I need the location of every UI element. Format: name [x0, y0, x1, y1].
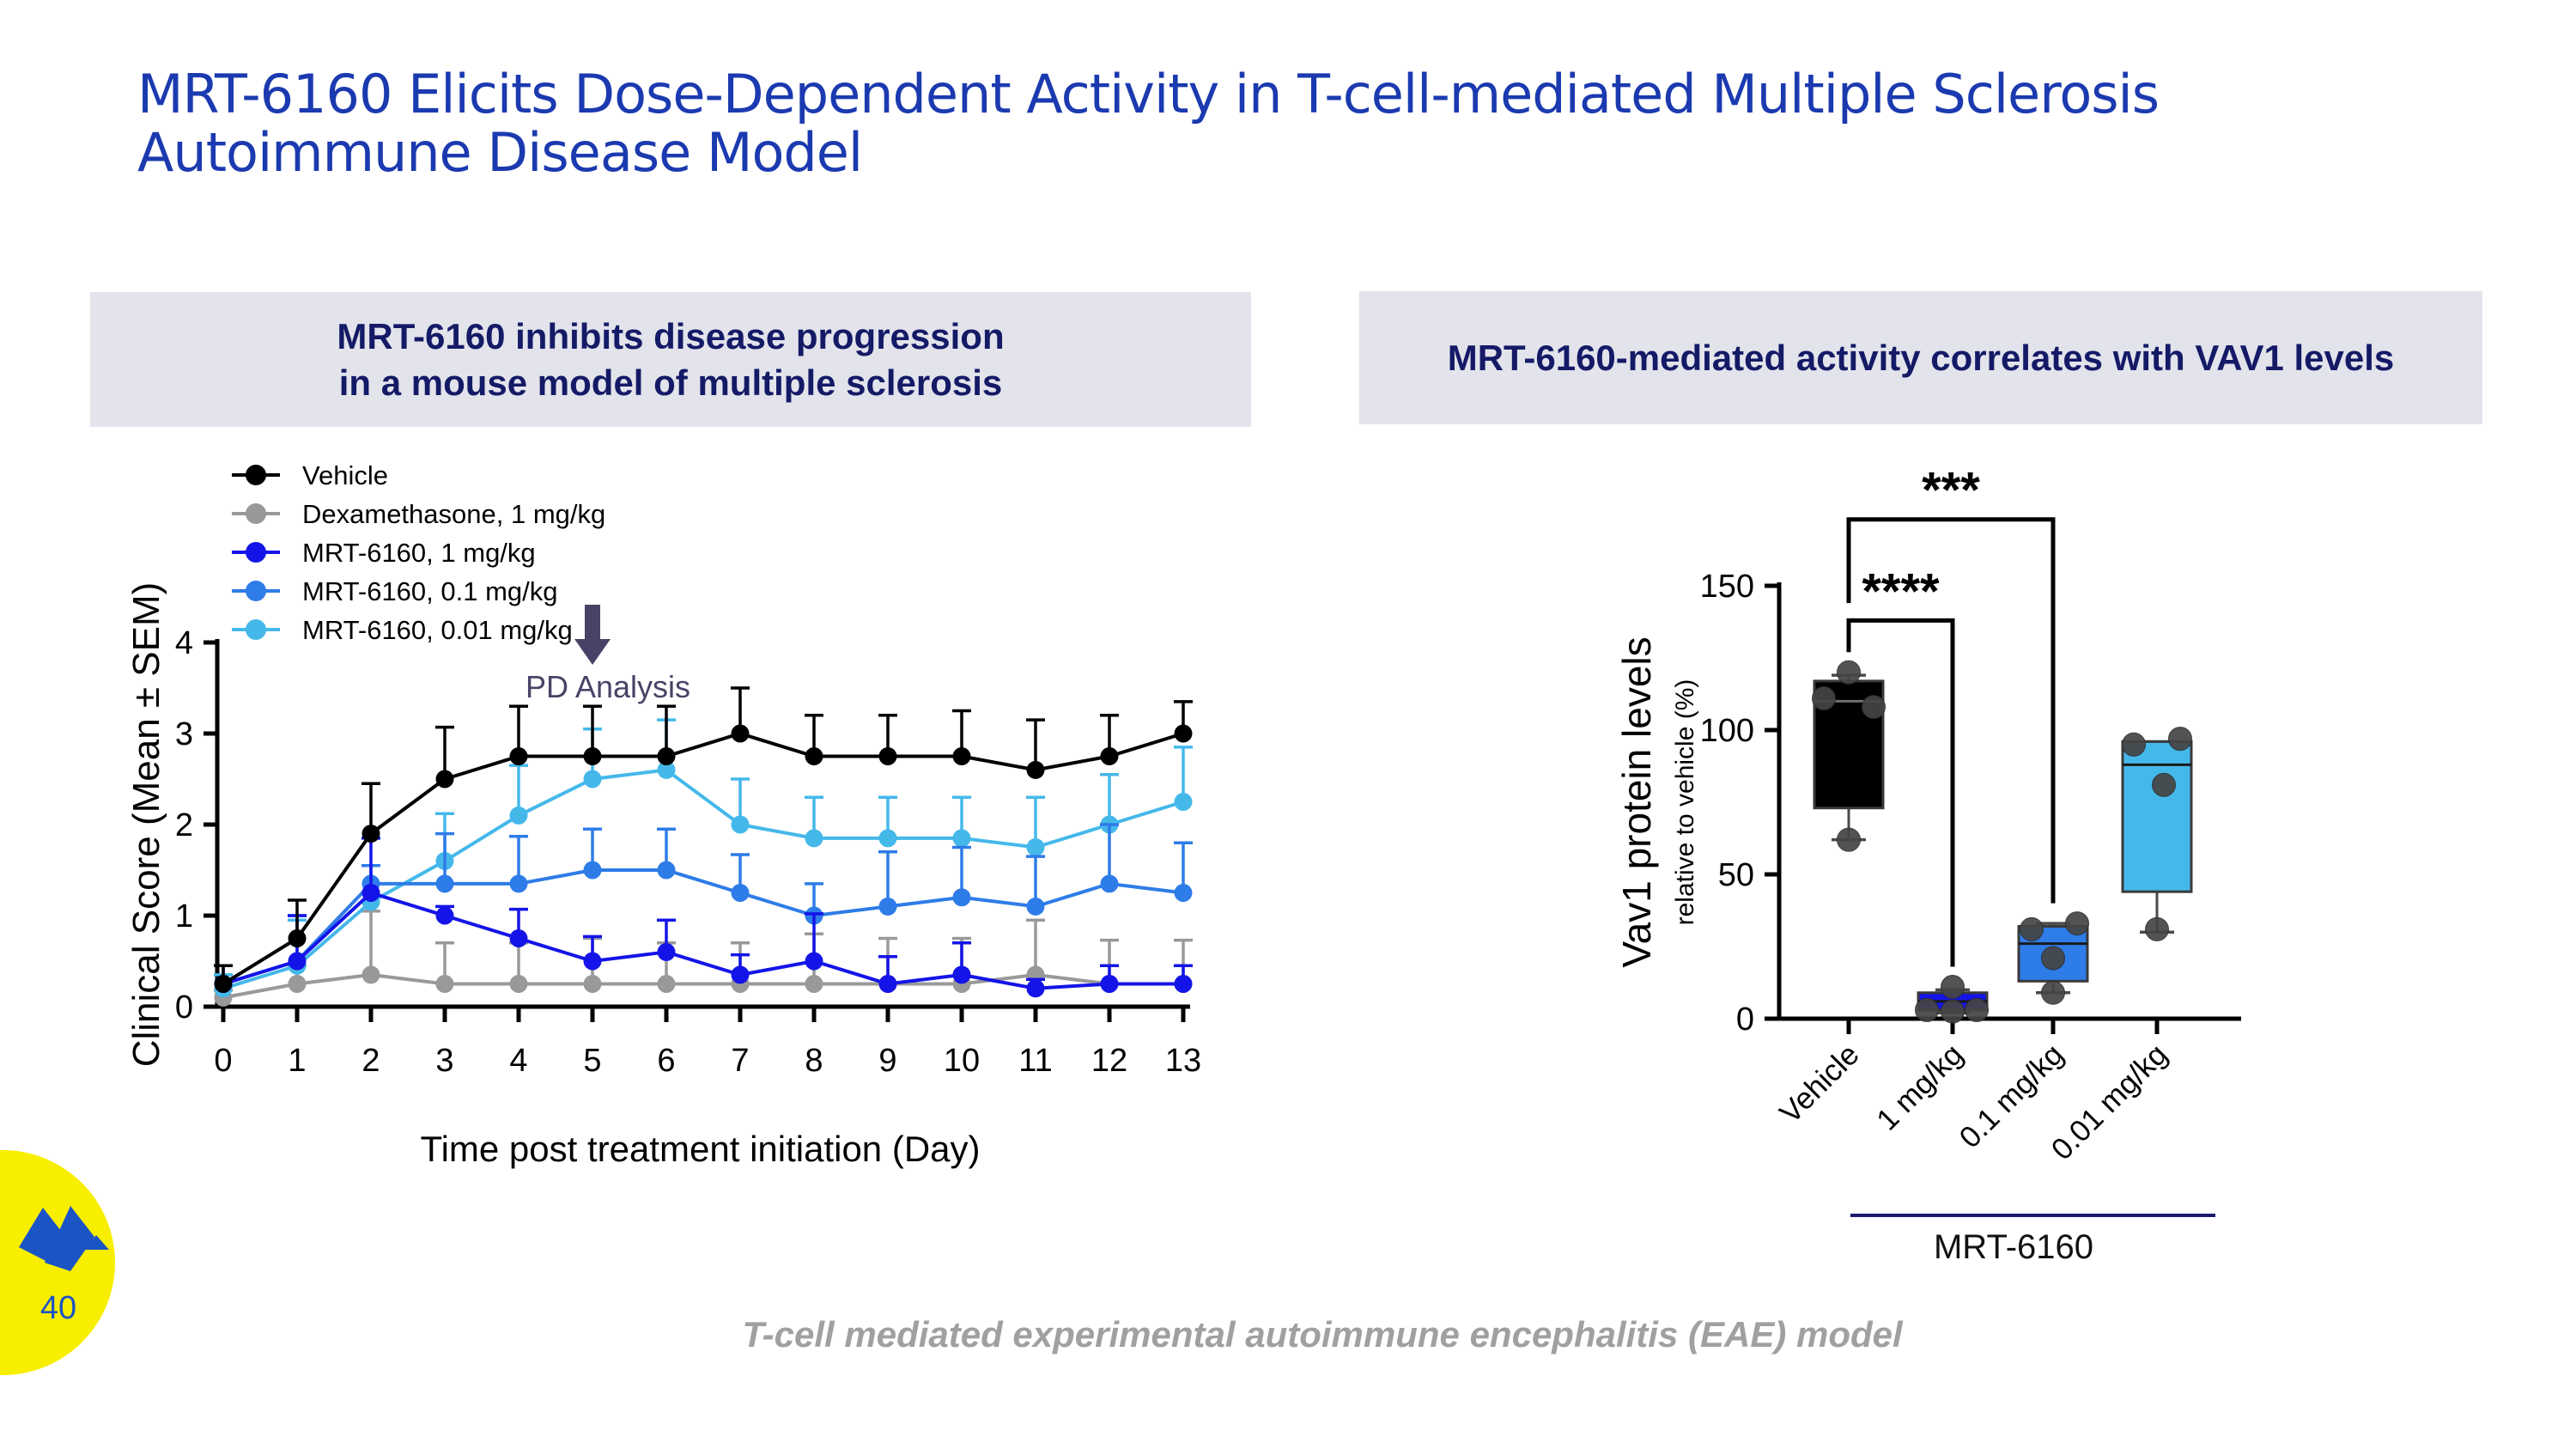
- data-point: [732, 965, 750, 983]
- data-point: [2169, 728, 2192, 751]
- data-point: [510, 975, 528, 993]
- legend-label: MRT-6160, 0.1 mg/kg: [302, 576, 558, 606]
- legend-marker: [246, 542, 266, 563]
- data-point: [1027, 761, 1045, 779]
- left-panel-header-line1: MRT-6160 inhibits disease progression: [337, 315, 1005, 356]
- series-mrt-6160-0-01-mg-kg: [214, 720, 1193, 997]
- legend: [232, 460, 605, 645]
- significance-stars: ***: [1922, 462, 1980, 519]
- data-point: [953, 888, 971, 906]
- data-point: [1027, 979, 1045, 997]
- legend-marker: [246, 581, 266, 601]
- data-point: [2123, 733, 2146, 756]
- data-point: [2042, 947, 2065, 970]
- data-point: [2066, 912, 2089, 935]
- right-panel-header-text: MRT-6160-mediated activity correlates with VAV1 levels: [1447, 337, 2395, 378]
- y-tick-label: 1: [174, 898, 193, 935]
- legend-marker: [246, 619, 266, 640]
- page-title: MRT-6160 Elicits Dose-Dependent Activity in T-cell-mediated Multiple Sclerosis Autoimmune Disease Model: [137, 63, 2160, 185]
- data-point: [289, 975, 307, 993]
- data-point: [658, 861, 676, 880]
- box-0-01-mg-kg: [2123, 728, 2192, 941]
- y-tick-label: 100: [1699, 713, 1754, 749]
- box-0-1-mg-kg: [2019, 912, 2089, 1005]
- data-point: [1101, 747, 1119, 765]
- y-tick-label: 50: [1717, 857, 1754, 893]
- x-tick-label: 5: [583, 1043, 602, 1079]
- legend-label: Vehicle: [302, 460, 388, 490]
- data-point: [805, 747, 823, 765]
- legend-label: MRT-6160, 1 mg/kg: [302, 538, 536, 568]
- data-point: [362, 884, 380, 902]
- y-tick-label: 2: [174, 807, 193, 843]
- data-point: [436, 907, 454, 925]
- data-point: [953, 829, 971, 847]
- category-label: 1 mg/kg: [1870, 1038, 1970, 1137]
- data-point: [658, 943, 676, 961]
- data-point: [584, 975, 602, 993]
- x-tick-label: 7: [731, 1043, 750, 1079]
- data-point: [879, 829, 897, 847]
- y-axis-title: Clinical Score (Mean ± SEM): [125, 581, 167, 1068]
- pd-analysis-label: PD Analysis: [525, 669, 691, 704]
- data-point: [2146, 917, 2169, 941]
- y-tick-label: 3: [174, 716, 193, 752]
- data-point: [879, 747, 897, 765]
- data-point: [2042, 981, 2065, 1004]
- data-point: [1027, 898, 1045, 916]
- legend-marker: [246, 465, 266, 485]
- x-tick-label: 4: [509, 1043, 528, 1079]
- x-tick-label: 11: [1018, 1043, 1053, 1079]
- data-point: [510, 747, 528, 765]
- x-tick-label: 10: [943, 1043, 981, 1079]
- data-point: [584, 953, 602, 971]
- data-point: [510, 807, 528, 825]
- series-dexamethasone-1-mg-kg: [214, 911, 1193, 1007]
- data-point: [1175, 725, 1193, 743]
- data-point: [1175, 975, 1193, 993]
- data-point: [1175, 793, 1193, 811]
- x-tick-label: 6: [657, 1043, 676, 1079]
- category-label: 0.1 mg/kg: [1953, 1038, 2070, 1155]
- vav1-box-plot: [1614, 463, 2241, 1266]
- x-tick-label: 8: [805, 1043, 823, 1079]
- company-logo: [0, 1150, 115, 1375]
- footer-note: T-cell mediated experimental autoimmune encephalitis (EAE) model: [742, 1314, 1903, 1355]
- data-point: [584, 861, 602, 880]
- x-tick-label: 13: [1164, 1043, 1202, 1079]
- data-point: [1027, 838, 1045, 856]
- data-point: [1101, 975, 1119, 993]
- x-tick-label: 2: [361, 1043, 380, 1079]
- page-number: 40: [39, 1290, 77, 1326]
- data-point: [510, 929, 528, 947]
- x-tick-label: 3: [435, 1043, 454, 1079]
- x-tick-label: 1: [288, 1043, 307, 1079]
- data-point: [953, 965, 971, 983]
- data-point: [879, 898, 897, 916]
- x-tick-label: 12: [1091, 1043, 1128, 1079]
- category-label: 0.01 mg/kg: [2044, 1038, 2174, 1167]
- arrow-down-icon: [574, 639, 611, 665]
- y-tick-label: 4: [174, 625, 193, 661]
- data-point: [805, 953, 823, 971]
- data-point: [1838, 661, 1861, 684]
- significance-stars: ****: [1862, 563, 1940, 620]
- left-panel-header-line2: in a mouse model of multiple sclerosis: [338, 362, 1003, 403]
- box-1-mg-kg: [1916, 976, 1989, 1024]
- x-tick-label: 9: [878, 1043, 897, 1079]
- legend-label: Dexamethasone, 1 mg/kg: [302, 499, 606, 529]
- data-point: [805, 975, 823, 993]
- legend-label: MRT-6160, 0.01 mg/kg: [302, 615, 573, 645]
- x-axis-title: Time post treatment initiation (Day): [420, 1129, 981, 1169]
- data-point: [510, 874, 528, 892]
- data-point: [289, 929, 307, 947]
- data-point: [362, 965, 380, 983]
- data-point: [1175, 884, 1193, 902]
- x-tick-label: 0: [214, 1043, 233, 1079]
- data-point: [436, 975, 454, 993]
- legend-marker: [246, 503, 266, 524]
- category-label: Vehicle: [1773, 1038, 1866, 1130]
- data-point: [658, 975, 676, 993]
- y-axis-subtitle: relative to vehicle (%): [1671, 679, 1699, 926]
- y-tick-label: 0: [1735, 1002, 1754, 1038]
- y-axis-title: Vav1 protein levels: [1614, 636, 1659, 968]
- data-point: [658, 747, 676, 765]
- data-point: [2020, 917, 2044, 941]
- data-point: [1941, 976, 1965, 999]
- data-point: [879, 975, 897, 993]
- data-point: [215, 975, 233, 993]
- data-point: [805, 829, 823, 847]
- data-point: [584, 747, 602, 765]
- data-point: [1965, 998, 1989, 1021]
- data-point: [1101, 874, 1119, 892]
- data-point: [436, 874, 454, 892]
- data-point: [953, 747, 971, 765]
- data-point: [2153, 773, 2176, 796]
- data-point: [1916, 998, 1939, 1021]
- clinical-score-line-chart: [125, 460, 1201, 1169]
- arrow-shaft: [585, 605, 600, 639]
- box-vehicle: [1813, 661, 1886, 851]
- y-tick-label: 0: [174, 989, 193, 1026]
- data-point: [289, 953, 307, 971]
- series-vehicle: [214, 688, 1193, 993]
- data-point: [732, 725, 750, 743]
- data-point: [1862, 696, 1886, 719]
- group-label: MRT-6160: [1933, 1228, 2094, 1266]
- data-point: [732, 816, 750, 834]
- data-point: [1941, 1000, 1965, 1023]
- data-point: [362, 825, 380, 843]
- data-point: [584, 770, 602, 788]
- series-mrt-6160-1-mg-kg: [214, 838, 1193, 997]
- data-point: [732, 884, 750, 902]
- y-tick-label: 150: [1699, 569, 1754, 605]
- data-point: [436, 770, 454, 788]
- data-point: [1813, 687, 1836, 710]
- data-point: [1838, 828, 1861, 851]
